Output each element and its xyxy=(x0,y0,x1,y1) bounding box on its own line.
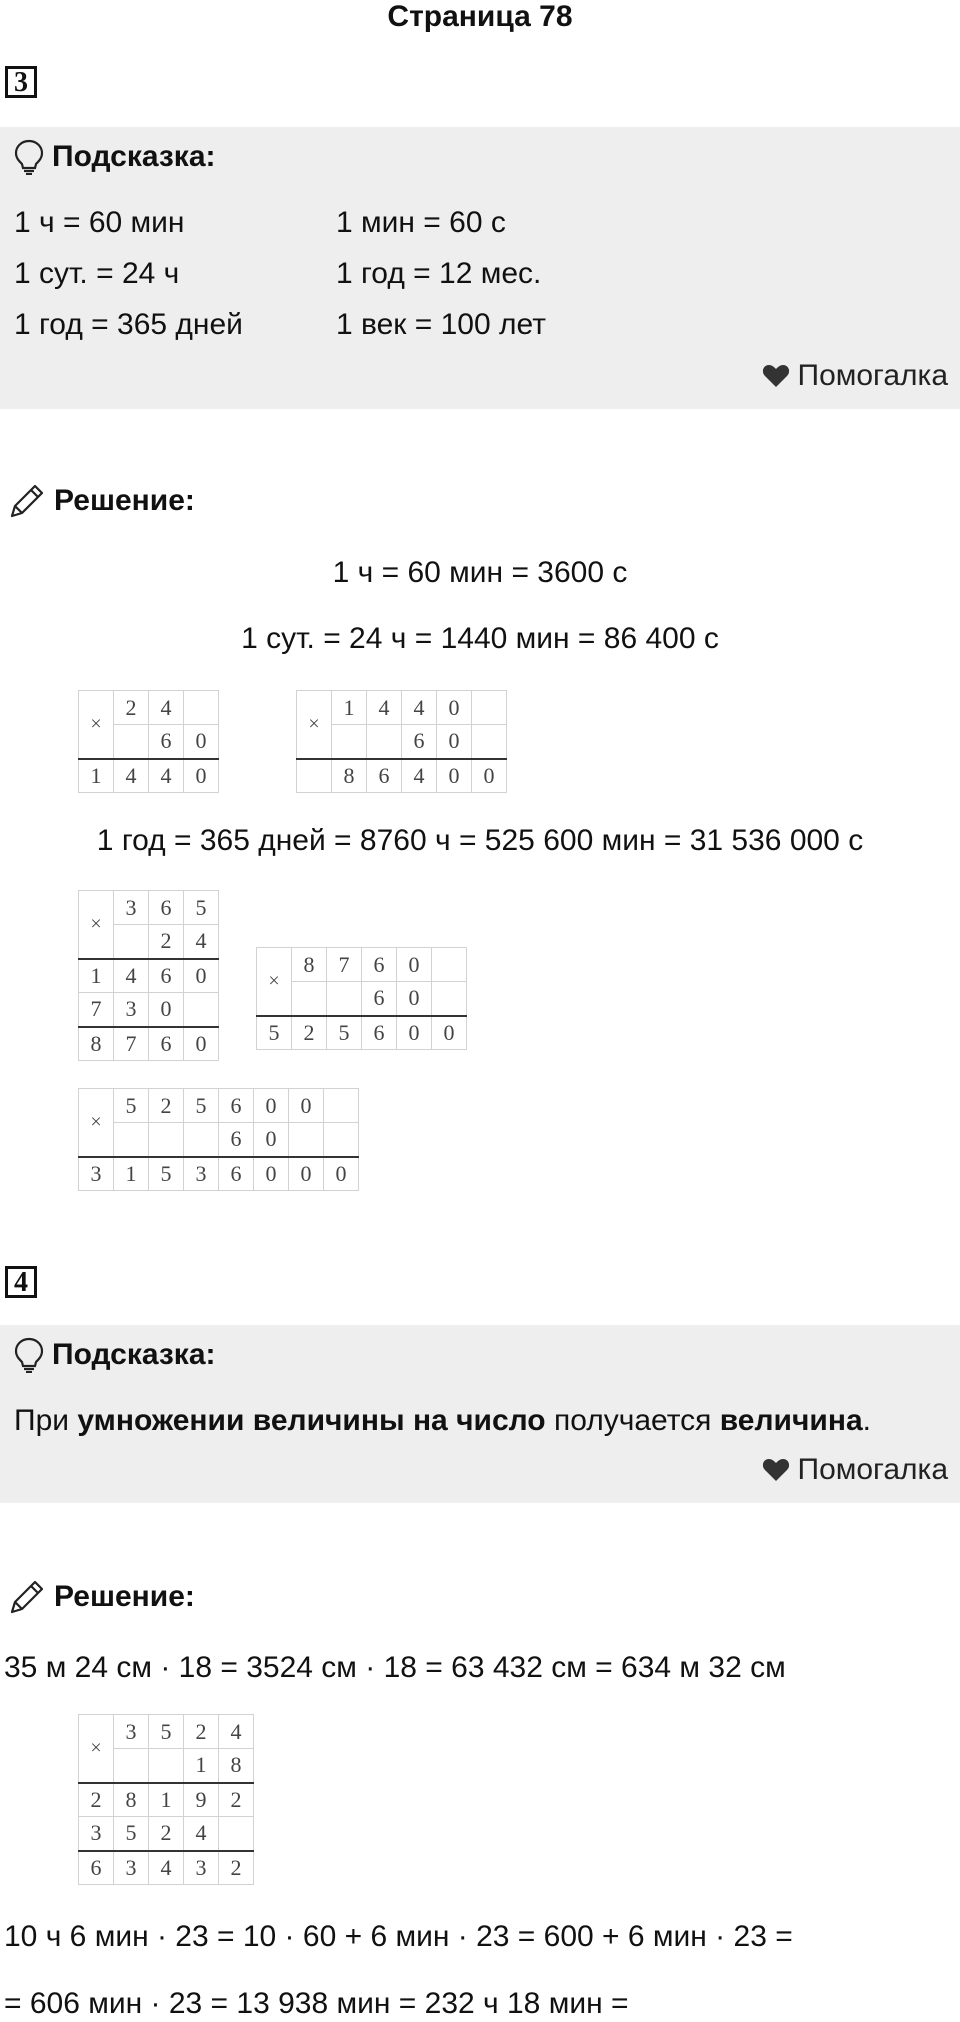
digit-cell: 6 xyxy=(149,891,184,925)
digit-cell: 0 xyxy=(437,759,472,793)
digit-cell: 6 xyxy=(149,1027,184,1061)
digit-cell xyxy=(114,725,149,759)
digit-cell: 6 xyxy=(219,1157,254,1191)
hint-box xyxy=(0,127,960,409)
digit-cell xyxy=(472,725,507,759)
digit-cell: 4 xyxy=(402,759,437,793)
digit-cell: 5 xyxy=(327,1016,362,1050)
digit-cell: 8 xyxy=(332,759,367,793)
digit-cell: 0 xyxy=(149,993,184,1027)
digit-cell xyxy=(324,1123,359,1157)
digit-cell: 5 xyxy=(114,1817,149,1851)
digit-cell xyxy=(149,1749,184,1783)
digit-cell: 6 xyxy=(362,982,397,1016)
digit-cell: 8 xyxy=(292,948,327,982)
digit-cell: 0 xyxy=(472,759,507,793)
digit-cell: 1 xyxy=(114,1157,149,1191)
pencil-icon xyxy=(8,1578,46,1616)
digit-cell: 6 xyxy=(402,725,437,759)
digit-cell: 4 xyxy=(114,759,149,793)
digit-cell xyxy=(367,725,402,759)
hint-fact: 1 ч = 60 мин xyxy=(14,206,185,239)
digit-cell: 4 xyxy=(184,1817,219,1851)
multiply-sign: × xyxy=(79,691,114,759)
hint-header xyxy=(14,139,216,175)
digit-cell: 0 xyxy=(254,1123,289,1157)
hint-fact: 1 век = 100 лет xyxy=(336,308,546,341)
digit-cell: 0 xyxy=(254,1089,289,1123)
digit-cell: 5 xyxy=(184,891,219,925)
digit-cell: 4 xyxy=(402,691,437,725)
digit-cell xyxy=(332,725,367,759)
digit-cell: 4 xyxy=(367,691,402,725)
digit-cell xyxy=(432,982,467,1016)
digit-cell: 1 xyxy=(332,691,367,725)
heart-icon xyxy=(762,1458,790,1482)
digit-cell: 6 xyxy=(362,1016,397,1050)
hint-fact: 1 год = 12 мес. xyxy=(336,257,542,290)
digit-cell: 0 xyxy=(397,982,432,1016)
digit-cell: 3 xyxy=(114,1851,149,1885)
digit-cell: 6 xyxy=(362,948,397,982)
digit-cell: 1 xyxy=(79,759,114,793)
digit-cell: 2 xyxy=(114,691,149,725)
digit-cell: 4 xyxy=(184,925,219,959)
digit-cell: 2 xyxy=(219,1851,254,1885)
multiplication-table xyxy=(78,1088,359,1191)
helper-link[interactable] xyxy=(762,1453,949,1487)
multiplication-table xyxy=(296,690,507,793)
multiply-sign: × xyxy=(257,948,292,1016)
digit-cell xyxy=(289,1123,324,1157)
digit-cell xyxy=(184,993,219,1027)
digit-cell: 6 xyxy=(79,1851,114,1885)
hint-fact: 1 мин = 60 с xyxy=(336,206,506,239)
digit-cell: 2 xyxy=(149,925,184,959)
digit-cell: 0 xyxy=(184,759,219,793)
solution-line: 35 м 24 см · 18 = 3524 см · 18 = 63 432 см = 634 м 32 см xyxy=(4,1651,786,1684)
digit-cell: 5 xyxy=(149,1715,184,1749)
digit-cell: 0 xyxy=(289,1157,324,1191)
hint-header xyxy=(14,1337,216,1373)
digit-cell xyxy=(472,691,507,725)
lightbulb-icon xyxy=(14,139,44,175)
hint-fact: 1 год = 365 дней xyxy=(14,308,243,341)
multiplication-table xyxy=(78,1714,254,1885)
digit-cell: 4 xyxy=(149,691,184,725)
digit-cell: 2 xyxy=(149,1817,184,1851)
digit-cell xyxy=(114,925,149,959)
digit-cell: 5 xyxy=(184,1089,219,1123)
digit-cell: 8 xyxy=(114,1783,149,1817)
digit-cell: 2 xyxy=(149,1089,184,1123)
digit-cell: 2 xyxy=(219,1783,254,1817)
multiply-sign: × xyxy=(79,891,114,959)
digit-cell: 0 xyxy=(437,691,472,725)
digit-cell: 2 xyxy=(292,1016,327,1050)
multiply-sign: × xyxy=(297,691,332,759)
digit-cell xyxy=(184,691,219,725)
solution-header xyxy=(8,482,195,520)
digit-cell: 8 xyxy=(219,1749,254,1783)
solution-line: 1 сут. = 24 ч = 1440 мин = 86 400 с xyxy=(241,622,719,655)
task-number: 3 xyxy=(5,66,37,98)
digit-cell: 0 xyxy=(397,1016,432,1050)
hint-box xyxy=(0,1325,960,1503)
hint-text: При умножении величины на число получается величина. xyxy=(14,1404,871,1437)
digit-cell: 6 xyxy=(149,959,184,993)
digit-cell: 5 xyxy=(257,1016,292,1050)
multiply-sign: × xyxy=(79,1715,114,1783)
digit-cell xyxy=(327,982,362,1016)
digit-cell: 3 xyxy=(114,1715,149,1749)
multiplication-table xyxy=(256,947,467,1050)
digit-cell: 5 xyxy=(114,1089,149,1123)
digit-cell xyxy=(114,1123,149,1157)
multiply-sign: × xyxy=(79,1089,114,1157)
digit-cell: 0 xyxy=(324,1157,359,1191)
solution-line: = 606 мин · 23 = 13 938 мин = 232 ч 18 мин = xyxy=(4,1987,629,2020)
solution-header xyxy=(8,1578,195,1616)
digit-cell: 4 xyxy=(114,959,149,993)
helper-link[interactable] xyxy=(762,359,949,393)
solution-title: Решение: xyxy=(54,484,195,517)
digit-cell: 0 xyxy=(432,1016,467,1050)
digit-cell: 2 xyxy=(184,1715,219,1749)
solution-line: 1 год = 365 дней = 8760 ч = 525 600 мин = 31 536 000 с xyxy=(96,824,864,857)
page-title: Страница 78 xyxy=(387,0,573,33)
digit-cell xyxy=(324,1089,359,1123)
digit-cell: 1 xyxy=(79,959,114,993)
digit-cell: 6 xyxy=(219,1089,254,1123)
multiplication-table xyxy=(78,690,219,793)
digit-cell: 0 xyxy=(437,725,472,759)
hint-fact: 1 сут. = 24 ч xyxy=(14,257,180,290)
digit-cell: 0 xyxy=(254,1157,289,1191)
digit-cell xyxy=(219,1817,254,1851)
digit-cell: 3 xyxy=(184,1851,219,1885)
hint-title: Подсказка: xyxy=(52,1338,216,1371)
digit-cell xyxy=(432,948,467,982)
helper-label: Помогалка xyxy=(797,1453,948,1486)
pencil-icon xyxy=(8,482,46,520)
digit-cell xyxy=(297,759,332,793)
digit-cell: 1 xyxy=(184,1749,219,1783)
digit-cell xyxy=(292,982,327,1016)
solution-title: Решение: xyxy=(54,1580,195,1613)
digit-cell: 7 xyxy=(114,1027,149,1061)
digit-cell xyxy=(114,1749,149,1783)
digit-cell: 1 xyxy=(149,1783,184,1817)
multiplication-table xyxy=(78,890,219,1061)
helper-label: Помогалка xyxy=(797,359,948,392)
digit-cell: 4 xyxy=(149,1851,184,1885)
digit-cell: 0 xyxy=(184,1027,219,1061)
digit-cell: 0 xyxy=(184,725,219,759)
digit-cell: 9 xyxy=(184,1783,219,1817)
task-number: 4 xyxy=(5,1266,37,1298)
lightbulb-icon xyxy=(14,1337,44,1373)
solution-line: 10 ч 6 мин · 23 = 10 · 60 + 6 мин · 23 = 600 + 6 мин · 23 = xyxy=(4,1920,793,1953)
digit-cell: 5 xyxy=(149,1157,184,1191)
heart-icon xyxy=(762,364,790,388)
digit-cell: 0 xyxy=(184,959,219,993)
digit-cell: 6 xyxy=(219,1123,254,1157)
digit-cell: 0 xyxy=(397,948,432,982)
digit-cell: 3 xyxy=(114,993,149,1027)
digit-cell: 0 xyxy=(289,1089,324,1123)
solution-line: 1 ч = 60 мин = 3600 с xyxy=(332,556,628,589)
digit-cell: 6 xyxy=(367,759,402,793)
digit-cell: 4 xyxy=(149,759,184,793)
digit-cell: 6 xyxy=(149,725,184,759)
digit-cell: 7 xyxy=(327,948,362,982)
digit-cell: 8 xyxy=(79,1027,114,1061)
digit-cell: 4 xyxy=(219,1715,254,1749)
digit-cell xyxy=(149,1123,184,1157)
digit-cell: 3 xyxy=(79,1157,114,1191)
digit-cell xyxy=(184,1123,219,1157)
digit-cell: 7 xyxy=(79,993,114,1027)
digit-cell: 3 xyxy=(79,1817,114,1851)
digit-cell: 2 xyxy=(79,1783,114,1817)
digit-cell: 3 xyxy=(114,891,149,925)
digit-cell: 3 xyxy=(184,1157,219,1191)
hint-title: Подсказка: xyxy=(52,140,216,173)
